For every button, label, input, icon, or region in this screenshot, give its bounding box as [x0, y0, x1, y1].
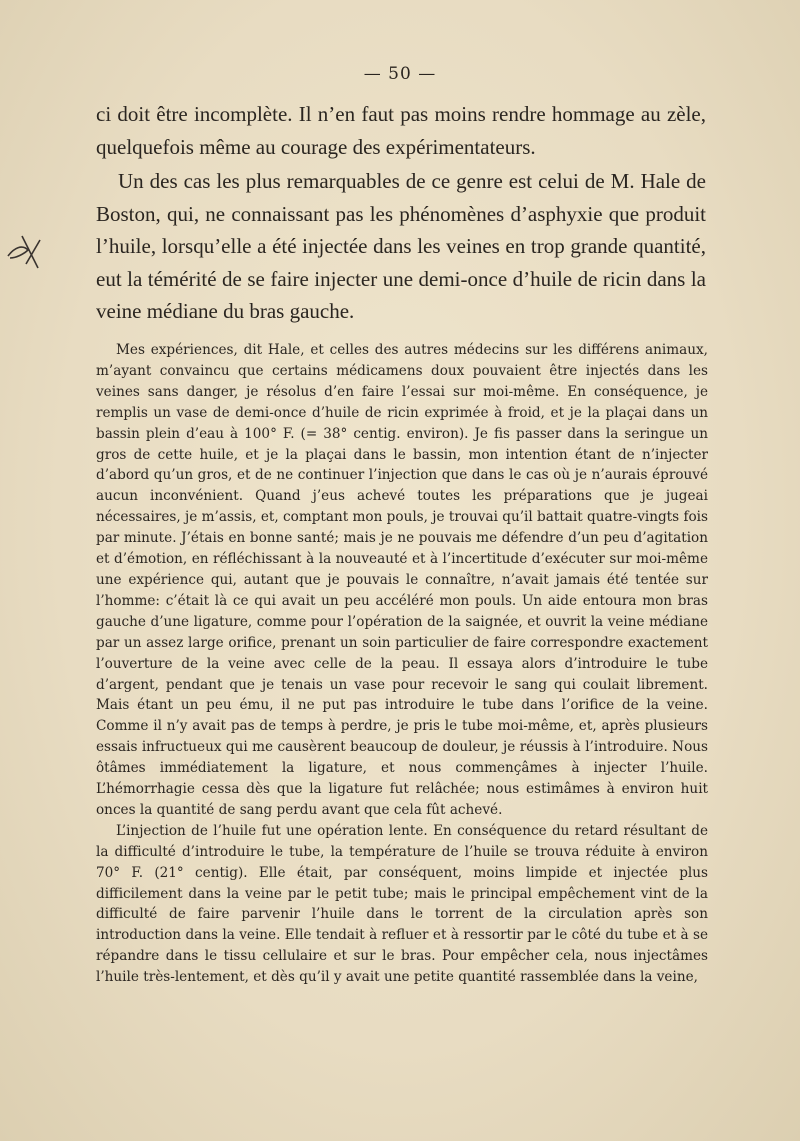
- quoted-account: [96, 340, 708, 988]
- page-number: — 50 —: [363, 64, 437, 84]
- intro-paragraph-2: Un des cas les plus remarquables de ce genre est celui de M. Hale de Boston, qui, ne connaissant pas les phénomènes d’asphyxie que produit l’huile, lorsqu’elle a été injectée dans les veines en trop grande quantité, eut la témérité de se faire injecter une demi-once d’huile de ricin dans la veine médiane du bras gauche.: [96, 169, 706, 323]
- intro-text: [96, 98, 706, 328]
- intro-paragraph-1: ci doit être incomplète. Il n’en faut pas moins rendre hommage au zèle, quelquefois même au courage des expérimentateurs.: [96, 102, 706, 159]
- quote-paragraph-1: Mes expériences, dit Hale, et celles des autres médecins sur les différens animaux, m’ayant convaincu que certains médicamens doux pouvaient être injectés dans les veines sans danger, je résolus d’en faire l’essai sur moi-même. En conséquence, je remplis un vase de demi-once d’huile de ricin exprimée à froid, et je la plaçai dans un bassin plein d’eau à 100° F. (= 38° centig. environ). Je fis passer dans la seringue un gros de cette huile, et je la plaçai dans le bassin, mon intention étant de n’injecter d’abord qu’un gros, et de ne continuer l’injection que dans le cas où je n’aurais éprouvé aucun inconvénient. Quand j’eus achevé toutes les préparations que je jugeai nécessaires, je m’assis, et, comptant mon pouls, je trouvai qu’il battait quatre-vingts fois par minute. J’étais en bonne santé; mais je ne pouvais me défendre d’un peu d’agitation et d’émotion, en réfléchissant à la nouveauté et à l’incertitude d’exécuter sur moi-même une expérience qui, autant que je pouvais le connaître, n’avait jamais été tentée sur l’homme: c’était là ce qui avait un peu accéléré mon pouls. Un aide entoura mon bras gauche d’une ligature, comme pour l’opération de la saignée, et ouvrit la veine médiane par un assez large orifice, prenant un soin particulier de faire correspondre exactement l’ouverture de la veine avec celle de la peau. Il essaya alors d’introduire le tube d’argent, pendant que je tenais un vase pour recevoir le sang qui coulait librement. Mais étant un peu ému, il ne put pas introduire le tube dans l’orifice de la veine. Comme il n’y avait pas de temps à perdre, je pris le tube moi-même, et, après plusieurs essais infructueux qui me causèrent beaucoup de douleur, je réussis à l’introduire. Nous ôtâmes immédiatement la ligature, et nous commençâmes à injecter l’huile. L’hémorrhagie cessa dès que la ligature fut relâchée; nous estimâmes à environ huit onces la quantité de sang perdu avant que cela fût achevé.: [96, 342, 708, 818]
- handwritten-margin-mark: [4, 228, 48, 272]
- quote-paragraph-2: L’injection de l’huile fut une opération lente. En conséquence du retard résultant de la difficulté d’introduire le tube, la température de l’huile se trouva réduite à environ 70° F. (21° centig). Elle était, par conséquent, moins limpide et injectée plus difficilement dans la veine par le petit tube; mais le principal empêchement vint de la difficulté de faire parvenir l’huile dans le torrent de la circulation après son introduction dans la veine. Elle tendait à refluer et à ressortir par le côté du tube et à se répandre dans le tissu cellulaire et sur le bras. Pour empêcher cela, nous injectâmes l’huile très-lentement, et dès qu’il y avait une petite quantité rassemblée dans la veine,: [96, 822, 708, 986]
- pencil-mark-icon: [4, 228, 48, 272]
